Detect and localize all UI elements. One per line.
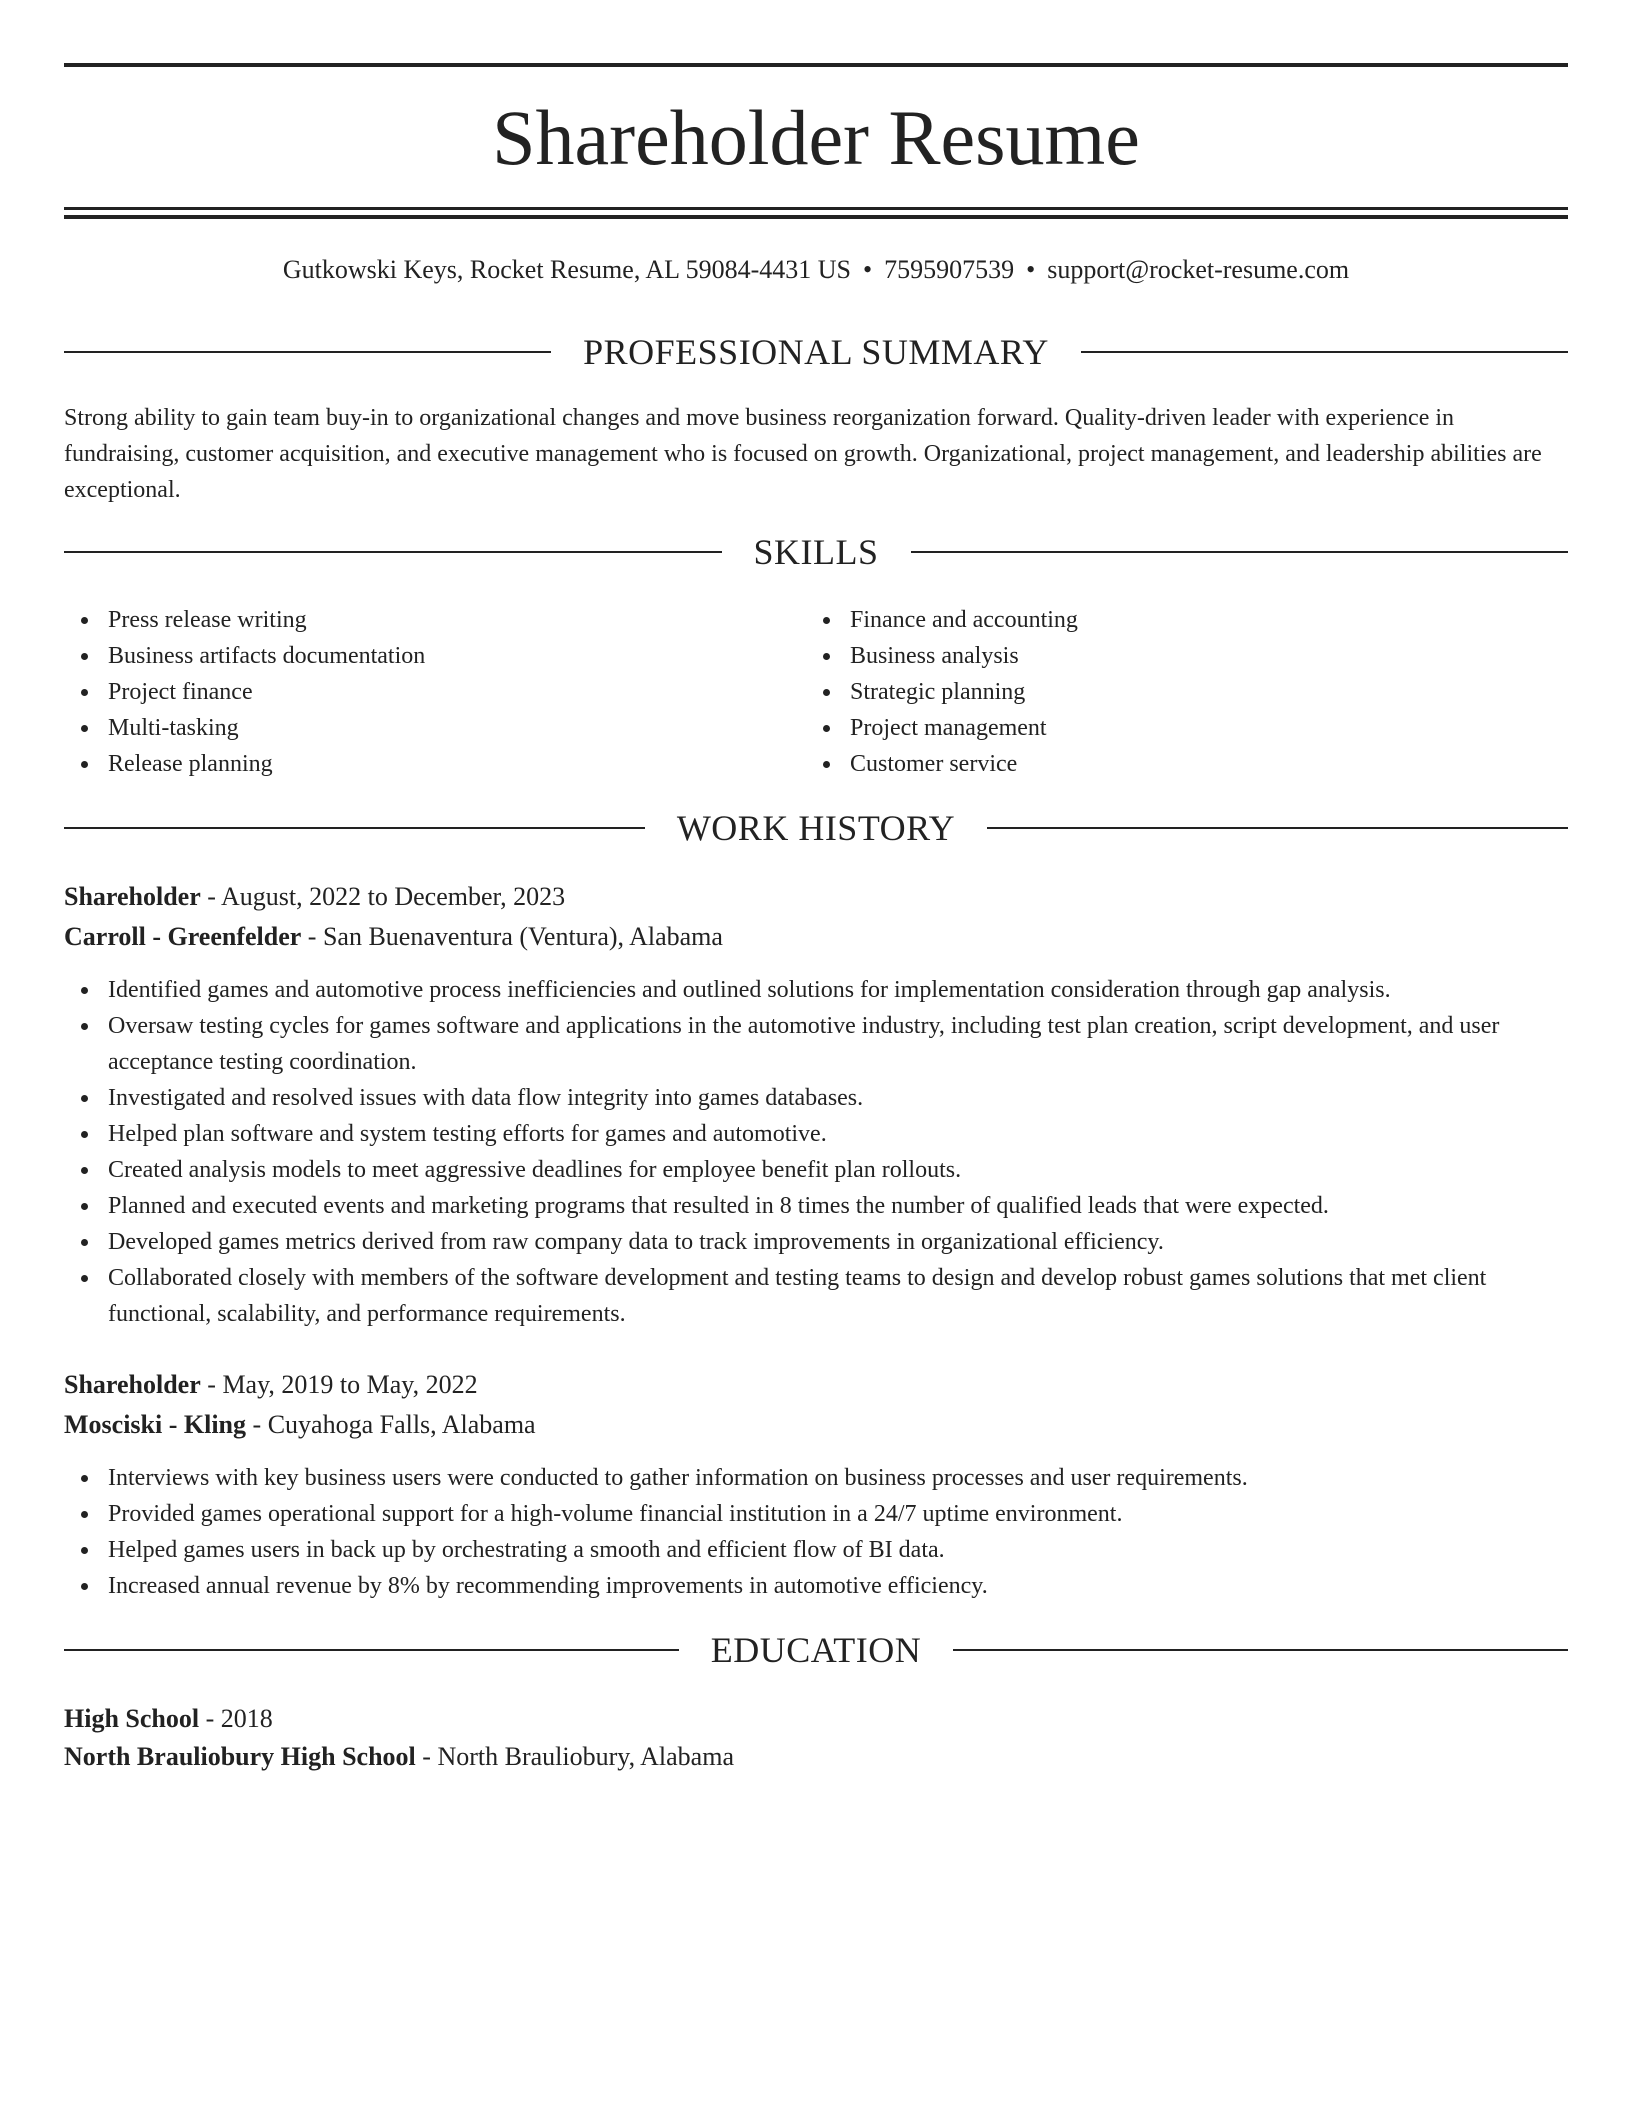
contact-phone: 7595907539 [884,255,1015,284]
job-bullet: Interviews with key business users were conducted to gather information on business processes and user requirements. [64,1460,1568,1496]
education-location: North Brauliobury, Alabama [437,1742,734,1771]
job-dash: - [207,1370,216,1399]
top-rule [64,63,1568,67]
skill-item: Customer service [806,746,1506,782]
job-bullet-list [64,972,1568,1332]
heading-rule-right [911,551,1569,553]
skill-item: Strategic planning [806,674,1506,710]
job-title: Shareholder [64,882,201,911]
education-school-line [64,1738,1568,1776]
skills-heading [64,530,1568,574]
job-location: San Buenaventura (Ventura), Alabama [322,922,723,951]
job-bullet-list [64,1460,1568,1604]
job-bullet: Increased annual revenue by 8% by recommending improvements in automotive efficiency. [64,1568,1568,1604]
skill-item: Business artifacts documentation [64,638,764,674]
work-heading-label: WORK HISTORY [676,808,956,848]
skill-item: Project management [806,710,1506,746]
education-degree: High School [64,1704,200,1733]
skills-heading-label: SKILLS [753,532,879,572]
job-title-line [64,1366,1568,1404]
heading-rule-right [1081,351,1568,353]
contact-line [64,252,1568,288]
education-heading-label: EDUCATION [710,1630,922,1670]
job-bullet: Helped plan software and system testing efforts for games and automotive. [64,1116,1568,1152]
job-company: Mosciski - Kling [64,1410,247,1439]
skill-item: Multi-tasking [64,710,764,746]
job-bullet: Identified games and automotive process inefficiencies and outlined solutions for implementation consideration through gap analysis. [64,972,1568,1008]
education-year: 2018 [220,1704,273,1733]
job-bullet: Developed games metrics derived from raw company data to track improvements in organizational efficiency. [64,1224,1568,1260]
heading-rule-right [987,827,1568,829]
contact-email: support@rocket-resume.com [1047,255,1350,284]
job-bullet: Collaborated closely with members of the software development and testing teams to design and develop robust games solutions that met client functional, scalability, and performance requirements. [64,1260,1568,1332]
job-dash: - [252,1410,262,1439]
job-dates: August, 2022 to December, 2023 [221,882,566,911]
job-bullet: Oversaw testing cycles for games software and applications in the automotive industry, including test plan creation, script development, and user acceptance testing coordination. [64,1008,1568,1080]
summary-heading-label: PROFESSIONAL SUMMARY [583,332,1049,372]
heading-rule-left [64,551,722,553]
job-bullet: Investigated and resolved issues with data flow integrity into games databases. [64,1080,1568,1116]
job-bullet: Helped games users in back up by orchestrating a smooth and efficient flow of BI data. [64,1532,1568,1568]
job-title-line [64,878,1568,916]
job-bullet: Planned and executed events and marketing programs that resulted in 8 times the number of qualified leads that were expected. [64,1188,1568,1224]
job-company-line [64,1406,1568,1444]
skill-item: Press release writing [64,602,764,638]
education-dash: - [422,1742,431,1771]
contact-address: Gutkowski Keys, Rocket Resume, AL 59084-4431 US [282,255,851,284]
resume-title: Shareholder Resume [492,94,1140,181]
education-school: North Brauliobury High School [64,1742,416,1771]
heading-rule-right [953,1649,1568,1651]
job-title: Shareholder [64,1370,201,1399]
heading-rule-left [64,827,645,829]
job-bullet: Created analysis models to meet aggressive deadlines for employee benefit plan rollouts. [64,1152,1568,1188]
job-company-line [64,918,1568,956]
skills-list-left [64,602,764,782]
education-heading [64,1628,1568,1672]
job-dates: May, 2019 to May, 2022 [222,1370,478,1399]
education-degree-line [64,1700,1568,1738]
skill-item: Project finance [64,674,764,710]
heading-rule-left [64,351,551,353]
work-heading [64,806,1568,850]
job-dash: - [207,882,216,911]
contact-separator: • [862,255,873,284]
job-dash: - [307,922,317,951]
skill-item: Finance and accounting [806,602,1506,638]
title-double-rule [64,207,1568,219]
summary-heading [64,330,1568,374]
skill-item: Business analysis [806,638,1506,674]
job-company: Carroll - Greenfelder [64,922,302,951]
job-location: Cuyahoga Falls, Alabama [267,1410,536,1439]
education-dash: - [205,1704,215,1733]
job-bullet: Provided games operational support for a high-volume financial institution in a 24/7 uptime environment. [64,1496,1568,1532]
summary-text: Strong ability to gain team buy-in to organizational changes and move business reorganization forward. Quality-driven leader with experience in fundraising, customer acquisition, and executive management who is focused on growth. Organizational, project management, and leadership abilities are exceptional. [64,405,1542,503]
skill-item: Release planning [64,746,764,782]
skills-list-right [806,602,1506,782]
contact-separator: • [1026,255,1036,284]
heading-rule-left [64,1649,679,1651]
